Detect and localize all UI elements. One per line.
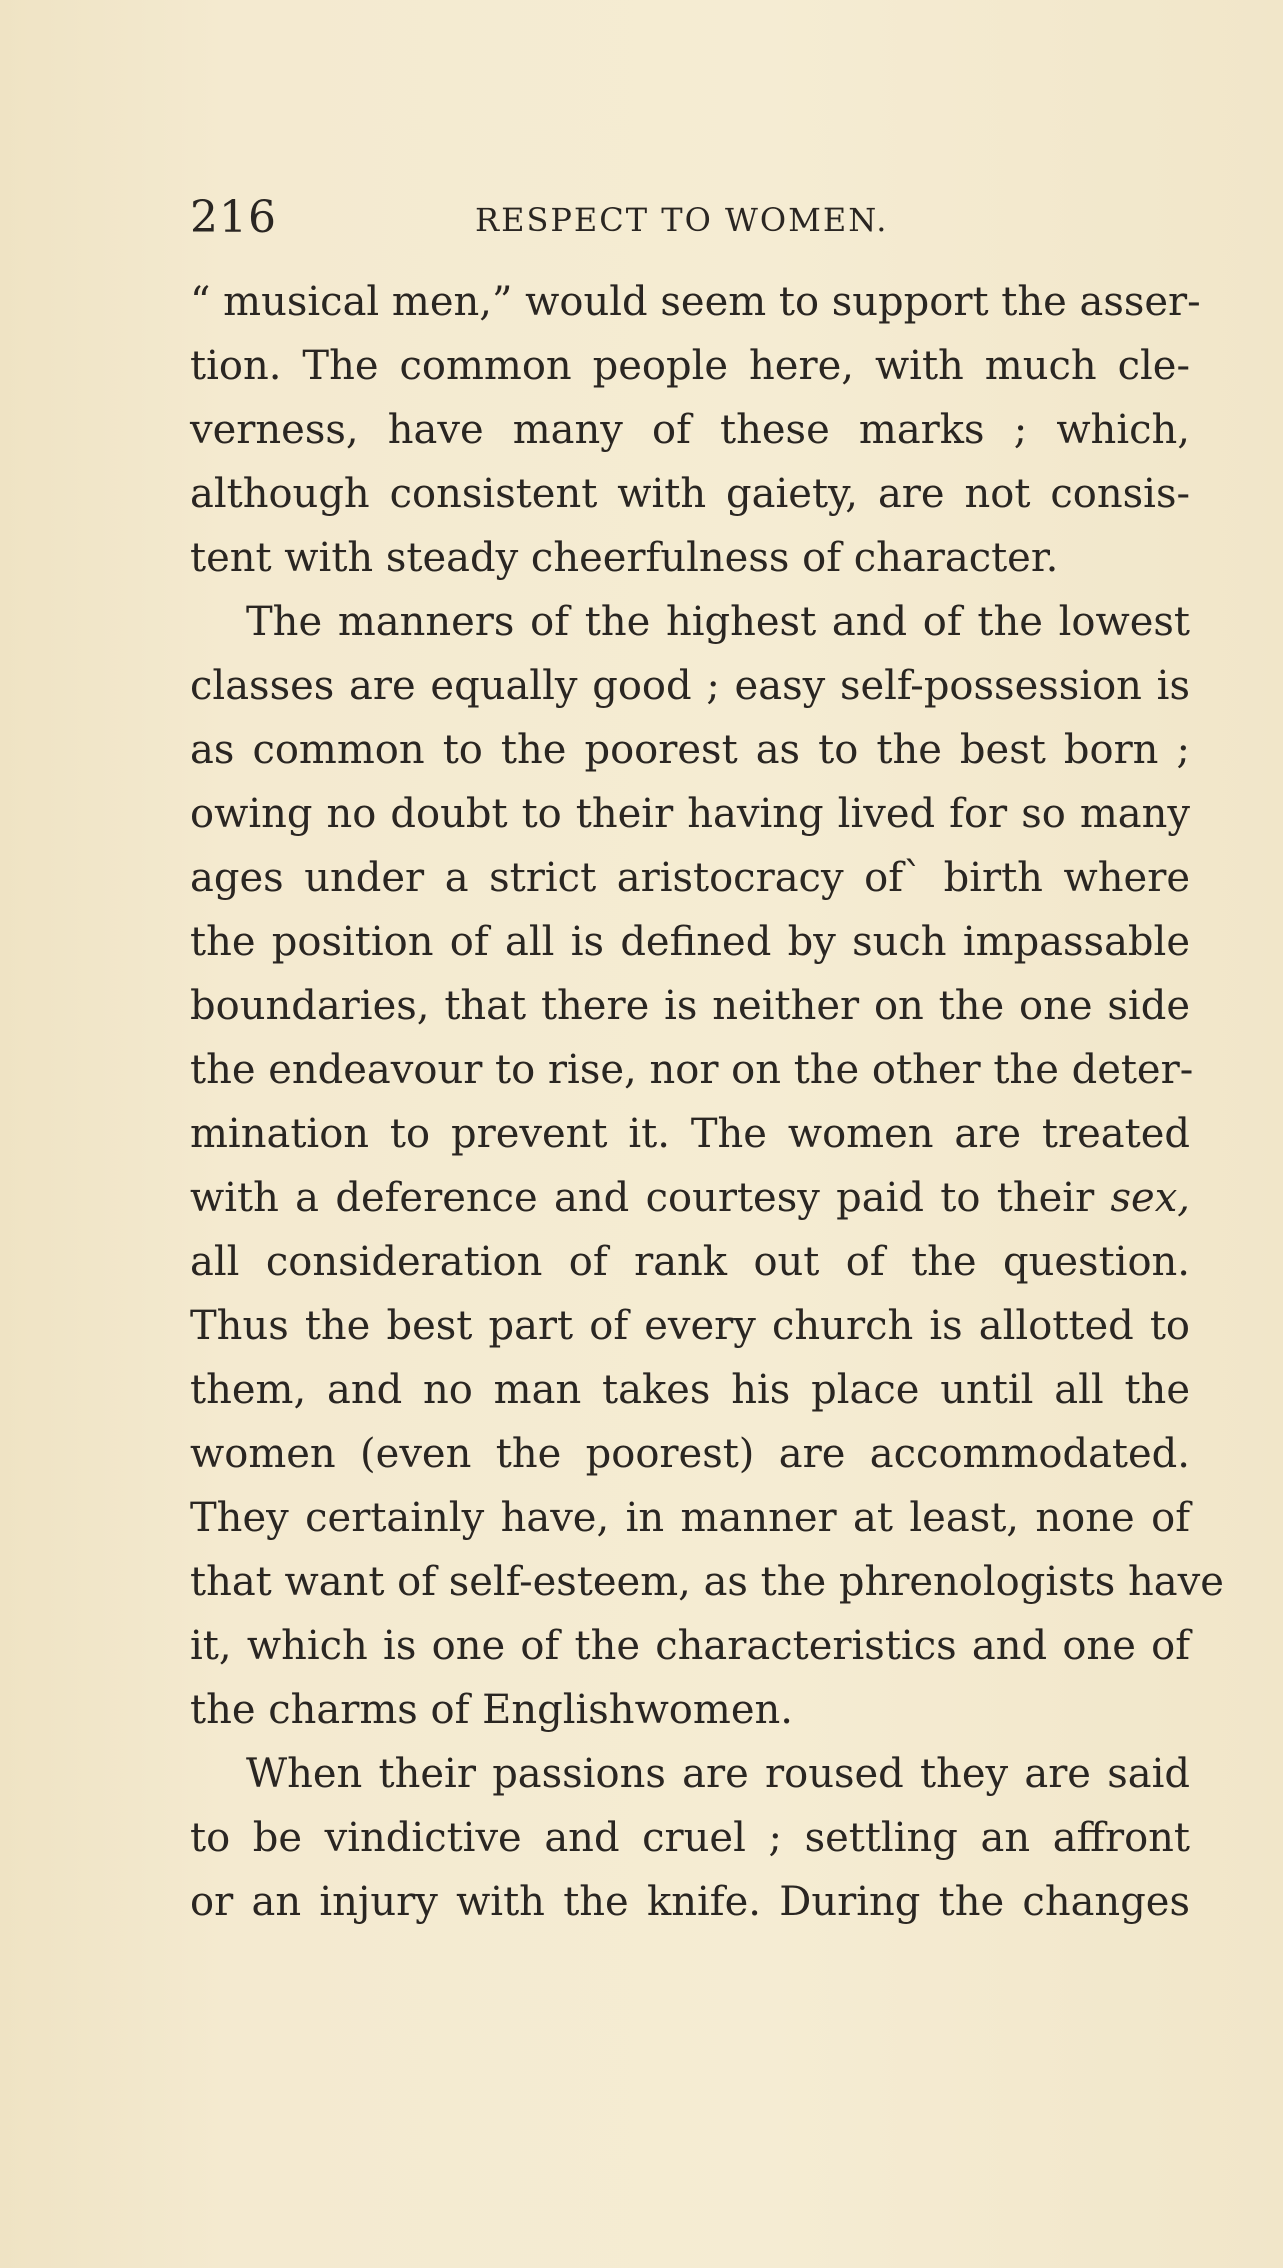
text-line: tent with steady cheerfulness of character. [190,535,1059,581]
text-segment: with a deference and courtesy paid to their [190,1175,1095,1221]
text-line: the endeavour to rise, nor on the other the deter- [190,1047,1194,1093]
text-line: They certainly have, in manner at least, none of [190,1495,1190,1541]
text-line: although consistent with gaiety, are not consis- [190,471,1190,517]
text-line: women (even the poorest) are accommodated. [190,1431,1190,1477]
text-line: the position of all is defined by such impassable [190,919,1190,965]
text-line: to be vindictive and cruel ; settling an affront [190,1815,1190,1861]
text-line: Thus the best part of every church is allotted to [190,1303,1190,1349]
page-header [190,190,1190,246]
page-number: 216 [190,192,277,243]
text-line-with-italic [190,1166,1190,1230]
text-line: mination to prevent it. The women are treated [190,1111,1190,1157]
paragraph-start-line: When their passions are roused they are said [246,1751,1190,1797]
text-line: or an injury with the knife. During the changes [190,1879,1190,1925]
text-line: all consideration of rank out of the question. [190,1239,1190,1285]
text-line: owing no doubt to their having lived for so many [190,791,1190,837]
running-head: RESPECT TO WOMEN. [475,201,889,239]
text-line: as common to the poorest as to the best born ; [190,727,1190,773]
text-line: that want of self-esteem, as the phrenologists have [190,1559,1224,1605]
text-line: boundaries, that there is neither on the one side [190,983,1190,1029]
text-line: “ musical men,” would seem to support the asser- [190,279,1201,325]
text-line: it, which is one of the characteristics and one of [190,1623,1190,1669]
paragraph-start-line: The manners of the highest and of the lowest [246,599,1190,645]
italic-word: sex, [1110,1175,1191,1221]
text-line: them, and no man takes his place until all the [190,1367,1190,1413]
text-line: tion. The common people here, with much cle- [190,343,1190,389]
text-line: classes are equally good ; easy self-possession is [190,663,1190,709]
text-line: the charms of Englishwomen. [190,1687,793,1733]
text-line: ages under a strict aristocracy of` birth where [190,855,1190,901]
body-text [190,270,1224,1934]
text-line: verness, have many of these marks ; which, [190,407,1190,453]
